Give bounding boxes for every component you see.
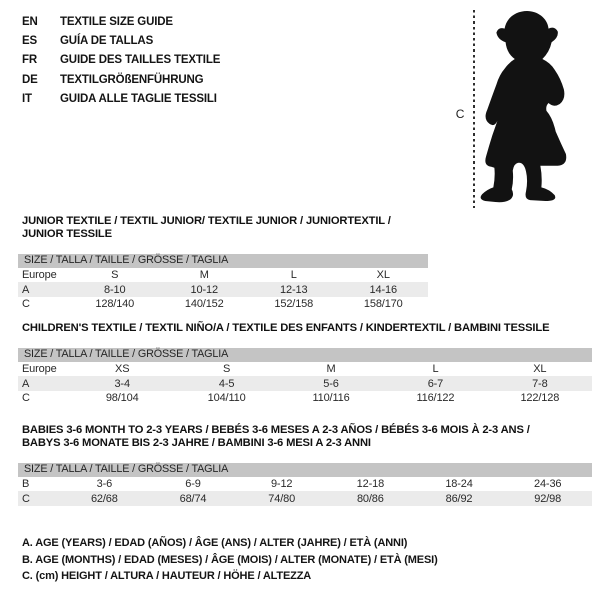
language-row (22, 51, 220, 70)
table-cell: 98/104 (105, 392, 139, 405)
table-row (18, 376, 592, 391)
size-header-bar: SIZE / TALLA / TAILLE / GRÖSSE / TAGLIA (18, 348, 592, 362)
table-cell: M (326, 362, 336, 375)
table-row (18, 282, 428, 297)
table-cell: 4-5 (218, 377, 235, 390)
baby-silhouette-icon (478, 8, 570, 204)
language-row (22, 13, 220, 32)
table-cell: 158/170 (363, 298, 403, 311)
language-title: TEXTILE SIZE GUIDE (60, 16, 173, 28)
row-label: C (22, 392, 30, 405)
size-header-bar: SIZE / TALLA / TAILLE / GRÖSSE / TAGLIA (18, 463, 592, 477)
table-cell: 24-36 (534, 477, 562, 490)
junior-size-section (18, 215, 428, 312)
row-label: Europe (22, 268, 57, 281)
table-cell: 9-12 (270, 477, 293, 490)
table-cell: 14-16 (369, 283, 397, 296)
row-label: A (22, 283, 30, 296)
table-cell: 74/80 (268, 492, 296, 505)
table-cell: 122/128 (520, 392, 560, 405)
table-cell: 3-6 (96, 477, 113, 490)
table-row (18, 268, 428, 283)
table-cell: 68/74 (179, 492, 207, 505)
language-title: GUIDE DES TAILLES TEXTILE (60, 54, 221, 67)
table-cell: 86/92 (445, 492, 473, 505)
section-title-line: JUNIOR TEXTILE / TEXTIL JUNIOR/ TEXTILE JUNIOR / JUNIORTEXTIL / JUNIOR TESSILE (22, 215, 391, 240)
language-title-list (22, 13, 220, 109)
table-cell: 110/116 (312, 392, 350, 405)
section-title-babies (18, 424, 592, 450)
language-row (22, 32, 220, 51)
section-title-line: BABYS 3-6 MONATE BIS 2-3 JAHRE / BAMBINI 3-6 MESI A 2-3 ANNI (22, 437, 371, 449)
row-label: B (22, 477, 30, 490)
children-size-section (18, 322, 592, 406)
table-row (18, 297, 428, 312)
table-cell: 10-12 (190, 283, 218, 296)
table-cell: S (223, 362, 231, 375)
table-cell: XS (115, 362, 130, 375)
language-code: IT (22, 92, 32, 105)
language-code: EN (22, 16, 38, 28)
table-cell: 7-8 (532, 377, 548, 390)
children-size-table (18, 362, 592, 406)
section-title-line: CHILDREN'S TEXTILE / TEXTIL NIÑO/A / TEXTILE DES ENFANTS / KINDERTEXTIL / BAMBINI TESSILE (22, 322, 550, 334)
table-cell: 12-13 (280, 283, 308, 296)
section-title-children (18, 322, 592, 335)
section-title-line: BABIES 3-6 MONTH TO 2-3 YEARS / BEBÉS 3-6 MESES A 2-3 AÑOS / BÉBÉS 3-6 MOIS À 2-3 ANS / (22, 424, 530, 436)
height-measure-label: C (455, 107, 465, 121)
table-cell: 6-7 (427, 377, 444, 390)
footnote-a: A. AGE (YEARS) / EDAD (AÑOS) / ÂGE (ANS) / ALTER (JAHRE) / ETÀ (ANNI) (22, 537, 408, 549)
row-label: Europe (22, 362, 57, 375)
row-label: C (22, 492, 30, 505)
table-cell: 92/98 (534, 492, 562, 505)
table-row (18, 491, 592, 506)
babies-size-table (18, 477, 592, 506)
table-cell: 18-24 (445, 477, 473, 490)
table-cell: 6-9 (185, 477, 201, 490)
table-cell: 116/122 (416, 392, 455, 405)
language-code: ES (22, 35, 38, 48)
row-label: C (22, 298, 30, 311)
table-cell: 128/140 (95, 298, 135, 311)
table-row (18, 477, 592, 492)
table-row (18, 362, 592, 377)
table-cell: M (199, 268, 209, 281)
language-row (22, 90, 220, 109)
table-cell: 62/68 (90, 492, 118, 505)
language-row (22, 71, 220, 90)
babies-size-section (18, 424, 592, 506)
language-title: GUIDA ALLE TAGLIE TESSILI (60, 92, 217, 105)
footnote-c: C. (cm) HEIGHT / ALTURA / HAUTEUR / HÖHE / ALTEZZA (22, 570, 312, 583)
table-cell: 152/158 (274, 298, 314, 311)
table-cell: S (111, 268, 119, 281)
footnote-b: B. AGE (MONTHS) / EDAD (MESES) / ÂGE (MOIS) / ALTER (MONATE) / ETÀ (MESI) (22, 553, 438, 566)
section-title-junior (18, 215, 428, 241)
language-title: GUÍA DE TALLAS (60, 35, 154, 48)
language-title: TEXTILGRÖßENFÜHRUNG (60, 73, 204, 86)
height-measure-dotted-line (473, 10, 475, 208)
table-cell: 140/152 (184, 298, 224, 311)
table-cell: L (290, 268, 297, 281)
table-cell: L (432, 362, 439, 375)
table-row (18, 391, 592, 406)
table-cell: 80/86 (356, 492, 384, 505)
language-code: DE (22, 73, 38, 86)
table-cell: XL (376, 268, 390, 281)
table-cell: 8-10 (104, 283, 126, 296)
table-cell: XL (533, 362, 547, 375)
table-cell: 5-6 (323, 377, 339, 390)
table-cell: 104/110 (207, 392, 246, 405)
table-cell: 12-18 (356, 477, 385, 490)
junior-size-table (18, 268, 428, 312)
language-code: FR (22, 54, 38, 67)
size-header-bar: SIZE / TALLA / TAILLE / GRÖSSE / TAGLIA (18, 254, 428, 268)
row-label: A (22, 377, 30, 390)
table-cell: 3-4 (114, 377, 130, 390)
measure-footnotes (22, 535, 438, 585)
